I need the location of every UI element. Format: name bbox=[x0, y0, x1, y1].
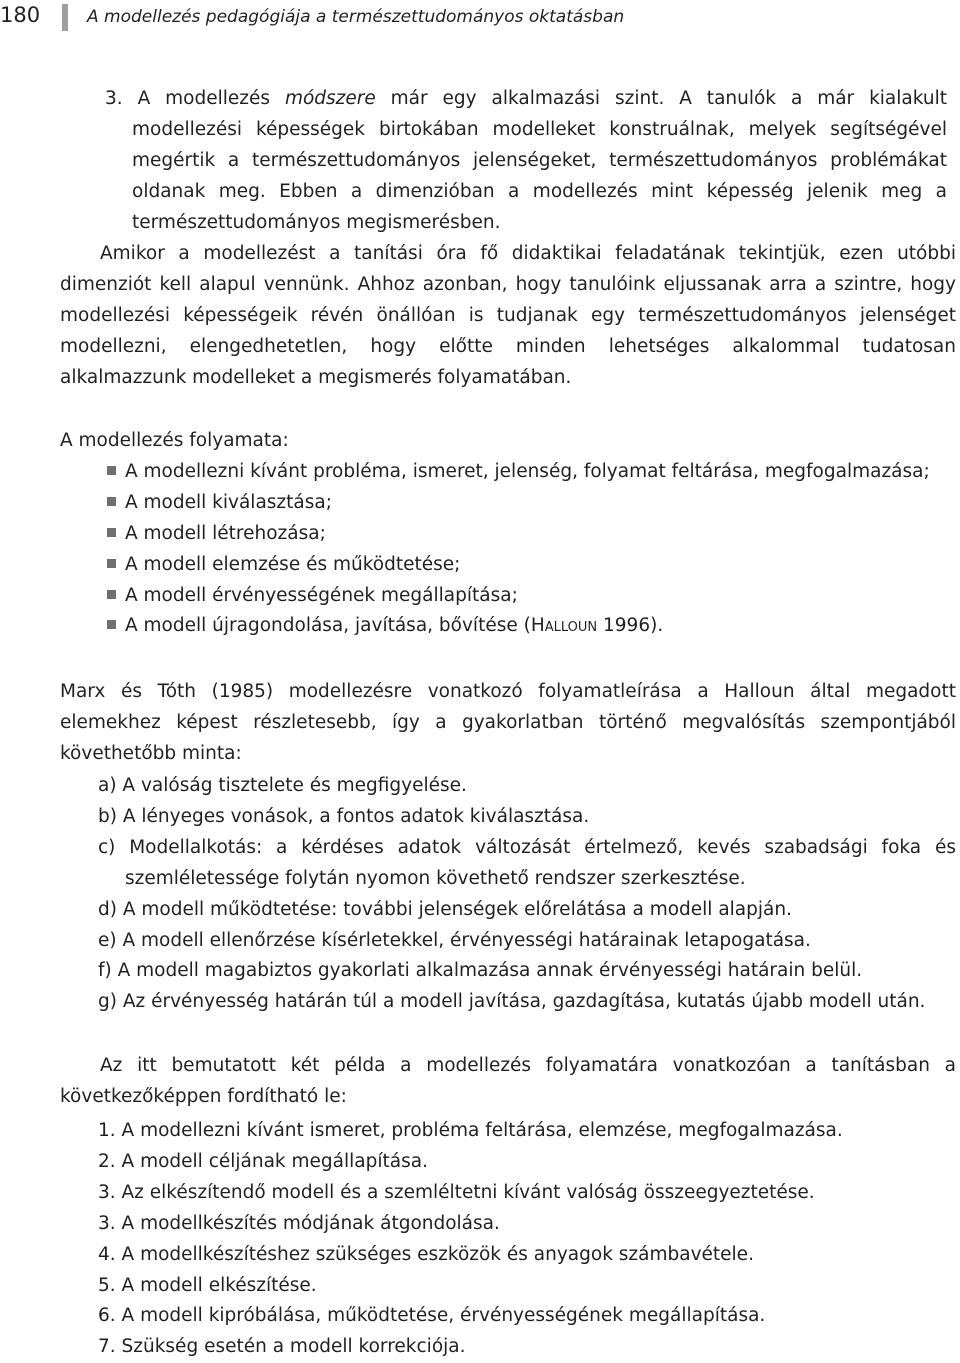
square-bullet-icon bbox=[107, 466, 116, 475]
list-item: c) Modellalkotás: a kérdéses adatok változását értelmező, kevés szabadsági foka és szemléletessége folytán nyomon követhető rendszer szerkesztése. bbox=[98, 836, 956, 889]
square-bullet-icon bbox=[107, 590, 116, 599]
running-title: A modellezés pedagógiája a természettudományos oktatásban bbox=[87, 7, 625, 27]
list-item: 1. A modellezni kívánt ismeret, probléma feltárása, elemzése, megfogalmazása. bbox=[98, 1120, 843, 1141]
list-item: 3. Az elkészítendő modell és a szemléltetni kívánt valóság összeegyeztetése. bbox=[98, 1181, 815, 1203]
list-item bbox=[107, 457, 960, 488]
process-steps-list bbox=[107, 457, 960, 642]
list-item-text: A modell újragondolása, javítása, bővítése ( bbox=[125, 615, 531, 637]
square-bullet-icon bbox=[107, 620, 116, 629]
list-item: 3. A modellkészítés módjának átgondolása. bbox=[98, 1212, 500, 1234]
list-item bbox=[107, 519, 960, 550]
square-bullet-icon bbox=[107, 528, 116, 537]
process-heading: A modellezés folyamata: bbox=[60, 430, 289, 451]
list-item bbox=[107, 611, 960, 642]
square-bullet-icon bbox=[107, 497, 116, 506]
list-item-text: A modell kiválasztása; bbox=[125, 491, 332, 513]
list-item bbox=[107, 550, 960, 581]
level3-text-italic: módszere bbox=[284, 88, 376, 109]
list-item bbox=[107, 581, 960, 612]
list-item: 2. A modell céljának megállapítása. bbox=[98, 1150, 428, 1172]
citation-author: Halloun bbox=[530, 615, 598, 637]
list-item: f) A modell magabiztos gyakorlati alkalmazása annak érvényességi határain belül. bbox=[98, 960, 863, 982]
list-item: 6. A modell kipróbálása, működtetése, érvényességének megállapítása. bbox=[98, 1305, 766, 1327]
level3-text-post: már egy alkalmazási szint. A tanulók a már kialakult modellezési képességek birtokában modelleket konstruálnak, melyek segítségével megértik a természettudományos jelenségeket, természettudományos problémákat oldanak meg. Ebben a dimenzióban a modellezés mint képesség jelenik meg a természettudományos megismerésben. bbox=[132, 88, 948, 233]
level3-item bbox=[105, 84, 947, 239]
list-item-text: A modell elemzése és működtetése; bbox=[125, 553, 461, 575]
paragraph-itt: Az itt bemutatott két példa a modellezés folyamatára vonatkozóan a tanításban a következőképpen fordítható le: bbox=[60, 1055, 956, 1107]
list-item: b) A lényeges vonások, a fontos adatok kiválasztása. bbox=[98, 805, 590, 827]
list-item: 4. A modellkészítéshez szükséges eszközök és anyagok számbavétele. bbox=[98, 1243, 754, 1265]
list-item: 5. A modell elkészítése. bbox=[98, 1274, 317, 1296]
list-item-text: A modellezni kívánt probléma, ismeret, jelenség, folyamat feltárása, megfogalmazása; bbox=[125, 461, 930, 482]
list-item: e) A modell ellenőrzése kísérletekkel, érvényességi határainak letapogatása. bbox=[98, 929, 811, 951]
page-header bbox=[0, 0, 960, 40]
level3-text-pre: A modellezés bbox=[137, 88, 285, 109]
list-item-text: A modell létrehozása; bbox=[125, 522, 326, 544]
marx-steps-list bbox=[98, 771, 956, 1018]
paragraph-amikor: Amikor a modellezést a tanítási óra fő didaktikai feladatának tekintjük, ezen utóbbi dimenziót kell alapul vennünk. Ahhoz azonban, hogy tanulóink eljussanak arra a szintre, hogy modellezési képességeik révén önállóan is tudjanak egy természettudományos jelenséget modellezni, elengedhetetlen, hogy előtte minden lehetséges alkalommal tudatosan alkalmazzunk modelleket a megismerés folyamatában. bbox=[60, 243, 956, 388]
square-bullet-icon bbox=[107, 559, 116, 568]
level3-number: 3. bbox=[105, 88, 123, 109]
page-number: 180 bbox=[0, 3, 41, 27]
citation-year: 1996). bbox=[597, 615, 664, 637]
list-item: d) A modell működtetése: további jelenségek előrelátása a modell alapján. bbox=[98, 898, 792, 920]
list-item: 7. Szükség esetén a modell korrekciója. bbox=[98, 1336, 466, 1358]
teaching-steps-list bbox=[98, 1116, 956, 1363]
list-item: a) A valóság tisztelete és megfigyelése. bbox=[98, 775, 467, 796]
header-divider-bar bbox=[62, 4, 68, 31]
paragraph-marx: Marx és Tóth (1985) modellezésre vonatkozó folyamatleírása a Halloun által megadott elemekhez képest részletesebb, így a gyakorlatban történő megvalósítás szempontjából követhetőbb minta: bbox=[60, 681, 956, 764]
list-item: g) Az érvényesség határán túl a modell javítása, gazdagítása, kutatás újabb modell után. bbox=[98, 991, 926, 1013]
list-item-text: A modell érvényességének megállapítása; bbox=[125, 584, 518, 606]
list-item bbox=[107, 488, 960, 519]
